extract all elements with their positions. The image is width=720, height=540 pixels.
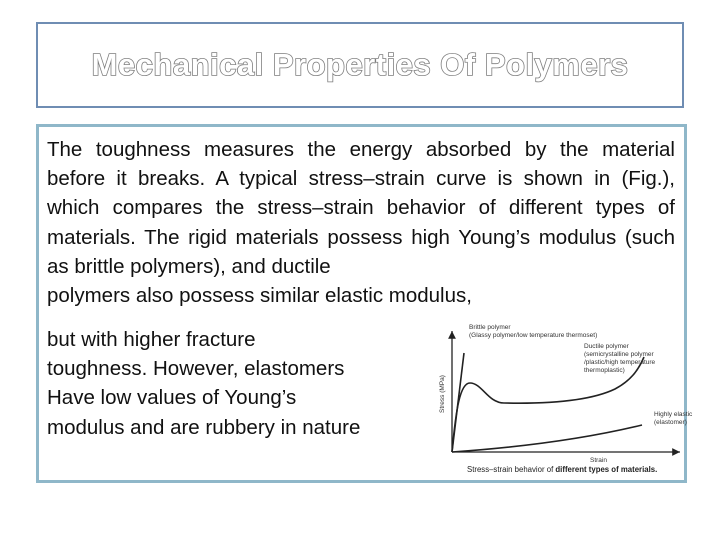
slide-title: Mechanical Properties Of Polymers (91, 47, 629, 82)
y-axis-label: Stress (MPa) (439, 375, 446, 413)
label-ductile: Ductile polymer (584, 343, 629, 350)
label-ductile-detail-2: /plastic/high temperature (584, 359, 656, 366)
label-ductile-detail-3: thermoplastic) (584, 367, 625, 374)
paragraph-line: but with higher fracture (47, 328, 256, 351)
content-box (36, 124, 693, 483)
elastic-curve (452, 425, 642, 452)
caption-text: Stress–strain behavior of (467, 465, 556, 474)
stress-strain-diagram (430, 317, 693, 477)
caption-bold-text: different types of materials. (555, 465, 658, 474)
title-box (36, 22, 684, 108)
label-ductile-detail-1: (semicrystalline polymer (584, 351, 654, 358)
paragraph-line: polymers also possess similar elastic modulus, (47, 284, 472, 307)
paragraph-short-lines (47, 325, 360, 442)
label-elastic-detail: (elastomer) (654, 419, 687, 426)
label-brittle-detail: (Glassy polymer/low temperature thermoset) (469, 332, 598, 339)
x-axis-label: Strain (590, 457, 607, 464)
label-elastic: Highly elastic (654, 411, 693, 418)
stress-strain-figure (430, 317, 693, 477)
paragraph-line: modulus and are rubbery in nature (47, 415, 361, 439)
paragraph-justified: The toughness measures the energy absorbed by the material before it breaks. A typical stress–strain curve is shown in (Fig.), which compares the stress–strain behavior of different types of materials. The rigid materials possess high Young’s modulus (such as brittle polymers), and ductile (47, 138, 675, 278)
paragraph-line: Have low values of Young’s (47, 386, 297, 410)
label-brittle: Brittle polymer (469, 324, 511, 331)
paragraph-line: toughness. However, elastomers (47, 357, 345, 381)
figure-caption (467, 465, 657, 474)
